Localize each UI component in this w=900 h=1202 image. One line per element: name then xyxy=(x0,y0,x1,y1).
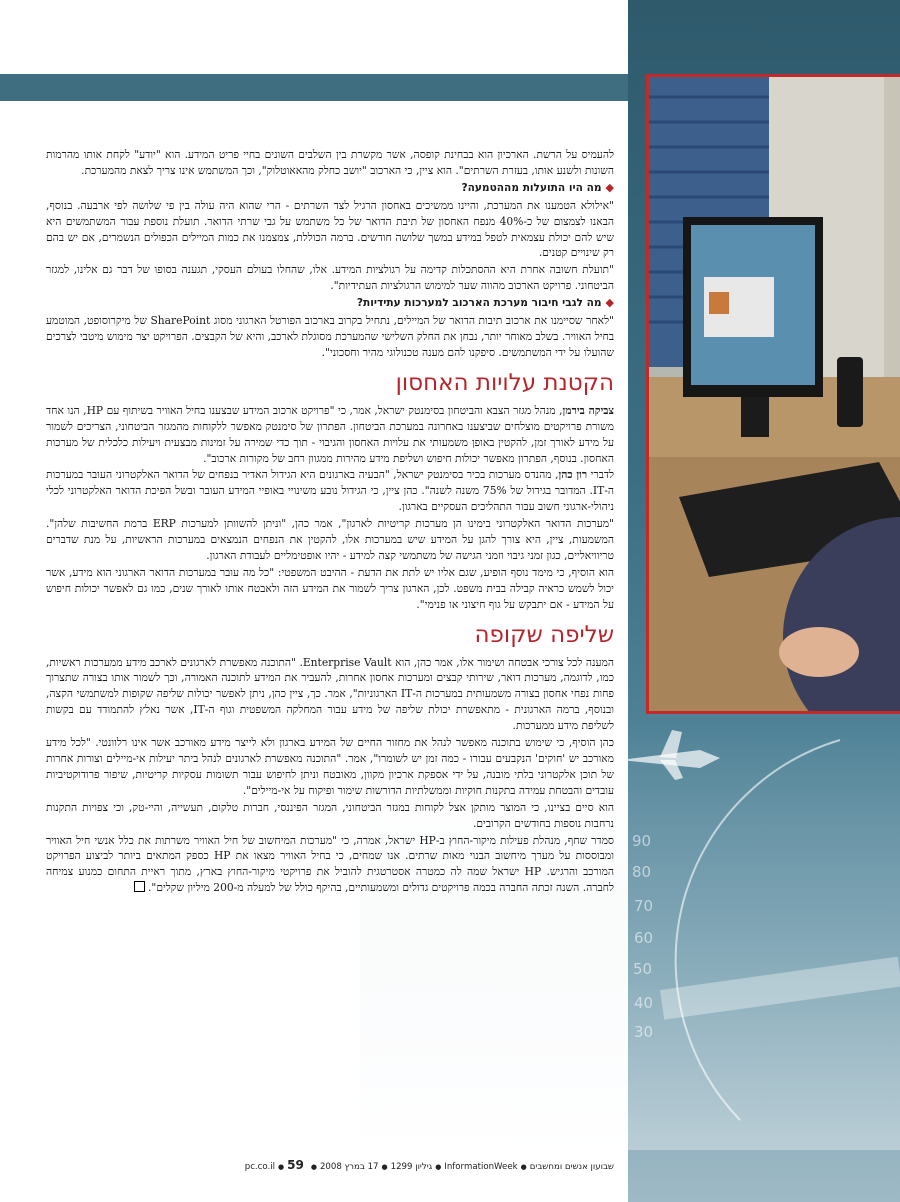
dot-separator-icon: ● xyxy=(310,1163,317,1171)
question-heading xyxy=(46,180,614,197)
gauge-number: 60 xyxy=(634,929,654,947)
paragraph-text: סמדר שחף, מנהלת פעילות מיקור-החוץ ב-HP ישראל, אמרה, כי "מערכות המיחשוב של חיל האוויר משרתות את כלל אנשי חיל האוויר ומבוססות על מערך מיחשוב הבנוי מאות שרתים. אנו שמחים, כי בחיל האוויר מצאו את HP כספק המתאים ביותר לביצוע הפרויקט המורכב והרגיש. HP ישראל שמה לה כמטרה אסטרטגית להוביל את פרויקטי מיקור-החוץ בארץ, מתוך ראיית התחום כמנוע צמיחה לחברה. השנה זכתה החברה בכמה פרויקטים גדולים ומשמעותיים, בהיקף כולל של למעלה מ-200 מיליון שקלים". xyxy=(46,833,614,895)
issue-number: גיליון 1299 xyxy=(390,1162,433,1172)
publication-name: שבועון אנשים ומחשבים xyxy=(529,1162,614,1172)
person-name: צביקה בירמן xyxy=(562,403,614,417)
body-paragraph: "אילולא הטמענו את המערכת, והיינו ממשיכים באחסון הרגיל לצד השרתים - הרי שהוא היה עולה בין פי שלושה לפי ארבעה. בנוסף, הבאנו לצמצום של כ-40% מנפח האחסון של תיבת הדואר של כל משתמש על גבי שרתי הדואר. תועלת נוספת עבור המשתמשים היא שיש להם יכולת עצמאית לטפל במידע במשך שלושה חודשים. ברמה הכוללת, צמצמנו את כמות המיילים הכפולים הנשמרים, אם יש בהם רק שינויים קטנים. xyxy=(46,198,614,260)
body-paragraph: "לאחר שסיימנו את ארכוב תיבות הדואר של המיילים, נתחיל בקרוב בארכוב הפורטל הארגוני מסוג SharePoint של מיקרוסופט, המוטמע בחיל האוויר. בשלב מאוחר יותר, נבחן את החלק השלישי שהמערכת מסוגלת לארכב, והיא של הקבצים. הפרויקט יצר מימוש מיטבי לצרכים שהועלו על ידי המשתמשים. סיפקנו להם מענה טכנולוגי מהיר וחסכוני". xyxy=(46,314,614,359)
paragraph-text: לדברי xyxy=(587,468,614,482)
body-paragraph: "מערכות הדואר האלקטרוני בימינו הן מערכות קריטיות לארגון", אמר כהן, "וניתן להשוותן למערכות ERP ברמת החשיבות שלהן". המשמעות, ציין, היא צורך להגן על המידע שיש במערכות אלו, להקטין את הנפחים הנמצאים במערכות הראשיות, על מנת שדברים טריוויאליים, כגון זמני גיבוי וזמני הגישה של משתמשי קצה למידע - יהיו אופטימליים לעבודת הארגון. xyxy=(46,517,615,562)
section-heading: שליפה שקופה xyxy=(474,621,614,648)
body-paragraph: "תועלת חשובה אחרת היא ההסתכלות קדימה על רגולציות המידע. אלו, שהחלו בעולם העסקי, תגענה בסופו של דבר גם אלינו, למגזר הביטחוני. פרויקט הארכוב מהווה שער למימוש הרגולציות העתידיות". xyxy=(46,263,614,293)
gauge-number: 90 xyxy=(632,832,652,850)
body-paragraph xyxy=(46,833,614,897)
body-paragraph: המענה לכל צורכי אבטחה ושימור אלו, אמר כהן, הוא Enterprise Vault. "התוכנה מאפשרת לארגונים לארכב מידע ממערכות ראשיות, כמו, לדוגמה, מערכות דואר, שירותי קבצים ומערכות אחסון אחרות, להעביר את המידע לתוכנה האמורה, וכך לשמור אותו בצורה שתצרוך פחות נפחי אחסון בצורה משמעותית במערכות ה-IT הארגוניות", אמר. כך, ציין כהן, ניתן לאפשר יכולות שליפה שקופות למשתמשי הקצה, ובנוסף, ברמה הארגונית - מתאפשרת יכולת שליפה של מידע עבור המחלקה המשפטית וגוף ה-IT, אשר נאלץ להתמודד עם בקשות לשליפת מידע ממערכות. xyxy=(46,655,614,733)
page-number: 59 xyxy=(287,1158,304,1172)
gauge-number: 80 xyxy=(632,863,652,881)
office-photo xyxy=(646,74,900,714)
paragraph-text: , מנהל מגזר הצבא והביטחון בסימנטק ישראל, אמר, כי "פרויקט ארכוב המידע שבצענו בחיל האוויר בשיתוף עם HP, הנו אחד משורת פרויקטים מוצלחים שביצענו באחרונה במערכת הביטחון. הפתרון של סימנטק מאפשר ללקוחות מהמגזר הביטחוני, הצריכים לשמור על מידע לאורך זמן, להקטין באופן משמעותי את עלויות האחסון והגיבוי - תוך כדי שמירה על זמינות מבצעית ויעילות כלכלית של מערכות האחסון. בנוסף, הפתרון מאפשר יכולות חיפוש ושליפת מידע מהירות ממגוון רחב של מקורות ארכוב". xyxy=(46,403,614,465)
article-column xyxy=(46,147,614,897)
dot-separator-icon: ● xyxy=(520,1163,527,1171)
question-text: מה היו התועלות מההטמעה? xyxy=(461,181,602,194)
issue-date: 17 במרץ 2008 xyxy=(319,1162,379,1172)
site-url: pc.co.il xyxy=(244,1162,276,1172)
question-heading xyxy=(46,295,614,312)
diamond-bullet-icon: ◆ xyxy=(605,296,614,310)
gauge-number: 40 xyxy=(634,994,654,1012)
dot-separator-icon: ● xyxy=(435,1163,442,1171)
diamond-bullet-icon: ◆ xyxy=(605,180,614,194)
body-paragraph xyxy=(46,467,614,515)
gauge-number: 50 xyxy=(633,960,653,978)
gauge-number: 70 xyxy=(634,897,654,915)
gauge-number: 30 xyxy=(634,1023,654,1041)
dot-separator-icon: ● xyxy=(278,1163,285,1171)
body-paragraph: הוא הוסיף, כי מימד נוסף הופיע, שגם אליו יש לתת את הדעת - ההיבט המשפטי: "כל מה עובר במערכות הדואר הארגוני הוא מידע, אשר יכול לשמש כראיה קבילה בבית משפט. לכן, הארגון צריך לשמור את המידע הזה ולאבטח אותו לאורך שנים, כמו גם לאפשר יכולות חיפוש על המידע - אם יתבקש על גוף חיצוני או פנימי". xyxy=(46,565,614,611)
question-text: מה לגבי חיבור מערכת הארכוב למערכות עתידיות? xyxy=(356,297,602,310)
body-paragraph: הוא סיים בציינו, כי המוצר מותקן אצל לקוחות במגזר הביטחוני, המגזר הפיננסי, חברות טלקום, תעשייה, והיי-טק, וכי צפויות התקנות נרחבות נוספות בחודשים הקרובים. xyxy=(46,800,614,830)
paragraph-text: , מהנדס מערכות בכיר בסימנטק ישראל, "הבעיה בארגונים היא הגידול האדיר בנפחים של הדואר האלקטרוני העובר במערכות ה-IT. המדובר בגידול של 75% משנה לשנה". כהן ציין, כי הגידול נובע משינויי באופיי המידע העובר ובשל הפיכת הדואר האלקטרוני לכלי ניהולי-ארגוני חשוב עבור התהליכים העסקיים בארגון. xyxy=(46,468,614,514)
person-name: רון כהן xyxy=(558,468,588,482)
intro-paragraph: להעמיס על הרשת. הארכיון הוא בבחינת קופסה, אשר מקשרת בין השלבים השונים בחיי פריט המידע. הוא "יודע" לקחת אותו מהרמות השונות ולשנע אותו, בעזרת השרתים". הוא ציין, כי הארכוב "יושב כחלק מהאאוטלוק", וכך המשתמש אינו צריך לצאת מהמערכת. xyxy=(46,148,614,177)
section-heading: הקטנת עלויות האחסון xyxy=(395,369,614,396)
top-color-bar xyxy=(0,74,628,101)
page-footer xyxy=(46,1158,614,1172)
end-mark-icon xyxy=(134,881,145,892)
dot-separator-icon: ● xyxy=(381,1163,388,1171)
brand-name: InformationWeek xyxy=(444,1162,518,1172)
body-paragraph xyxy=(46,403,614,467)
body-paragraph: כהן הוסיף, כי שימוש בתוכנה מאפשר לנהל את מחזור החיים של המידע בארגון ולא לייצר מידע מאורכב אשר אינו רלוונטי. "לכל מידע מאורכב יש 'חוקים' הנקבעים עבורו - כמה זמן יש לשומרו", אמר. "התוכנה מאפשרת לארגונים לנהל ביתר יעילות אי-מיילים וצורות אחרות של תוכן אלקטרוני בלתי מובנה, על ידי אספקת ארכיון מקוון, מאובטח וניתן לחיפוש עבור תשומות עסקיות קריטיות, שיפור פרודוקטיביות עובדים והבטחת עמידה בתקנות חוקיות וממשלתיות הדורשות שימור ופיקוח על אי-מיילים". xyxy=(46,736,614,797)
